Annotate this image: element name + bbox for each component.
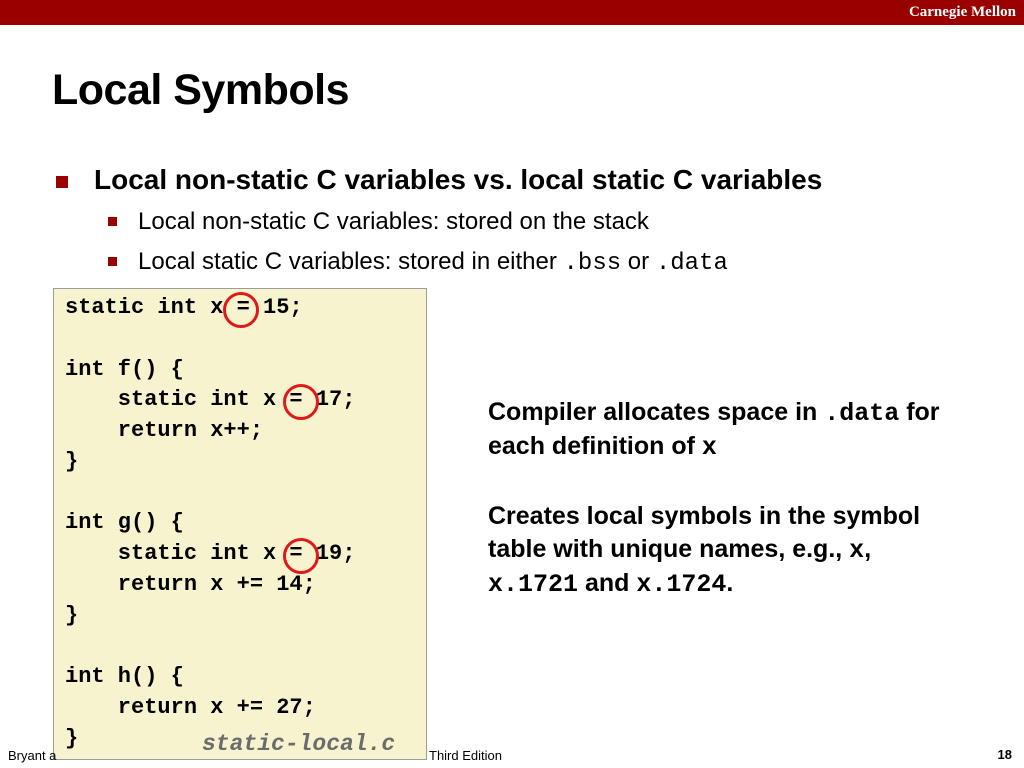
note-1-line-1: Compiler allocates space in .data for: [488, 398, 940, 428]
top-bar: [0, 0, 1024, 25]
sub-bullet-square-icon: [108, 217, 117, 226]
code-line: }: [65, 603, 79, 628]
code-line: return x++;: [65, 418, 264, 443]
code-line: static int x = 19;: [65, 541, 356, 566]
highlight-circle: [283, 384, 319, 420]
slide-title: Local Symbols: [52, 66, 349, 114]
code-line: return x += 27;: [65, 695, 316, 720]
data-section-code: .data: [824, 399, 900, 428]
file-name-label: static-local.c: [202, 731, 396, 757]
data-section-name: .data: [655, 250, 728, 277]
highlight-circle: [283, 538, 319, 574]
symbol-x1721: x.1721: [488, 570, 579, 599]
sub-bullet-1-text: Local non-static C variables: stored on the stack: [138, 208, 649, 235]
sub-bullet-2-text: Local static C variables: stored in either .bss or .data: [138, 248, 728, 277]
code-line: int g() {: [65, 510, 184, 535]
note-2-line-3: x.1721 and x.1724.: [488, 569, 734, 599]
sub-bullet-square-icon: [108, 257, 117, 266]
brand-label: Carnegie Mellon: [908, 4, 1016, 20]
note-1-line-2: each definition of x: [488, 432, 717, 462]
code-line: int h() {: [65, 664, 184, 689]
footer-edition: Third Edition: [429, 748, 502, 763]
code-line: }: [65, 726, 79, 751]
var-x-code: x: [849, 536, 865, 565]
highlight-circle: [223, 292, 259, 328]
code-line: }: [65, 449, 79, 474]
note-2-line-1: Creates local symbols in the symbol: [488, 502, 921, 530]
var-x-code: x: [701, 433, 717, 462]
code-line: static int x = 17;: [65, 387, 356, 412]
page-number: 18: [997, 747, 1012, 762]
main-bullet-text: Local non-static C variables vs. local static C variables: [94, 164, 823, 195]
code-line: int f() {: [65, 357, 184, 382]
code-box: [53, 288, 427, 760]
footer-left: Bryant a: [8, 748, 57, 763]
note-2-line-2: table with unique names, e.g., x,: [488, 535, 872, 565]
code-line: static int x = 15;: [65, 295, 303, 320]
bullet-square-icon: [56, 176, 68, 188]
bss-section-name: .bss: [563, 250, 622, 277]
symbol-x1724: x.1724: [636, 570, 727, 599]
code-line: return x += 14;: [65, 572, 316, 597]
